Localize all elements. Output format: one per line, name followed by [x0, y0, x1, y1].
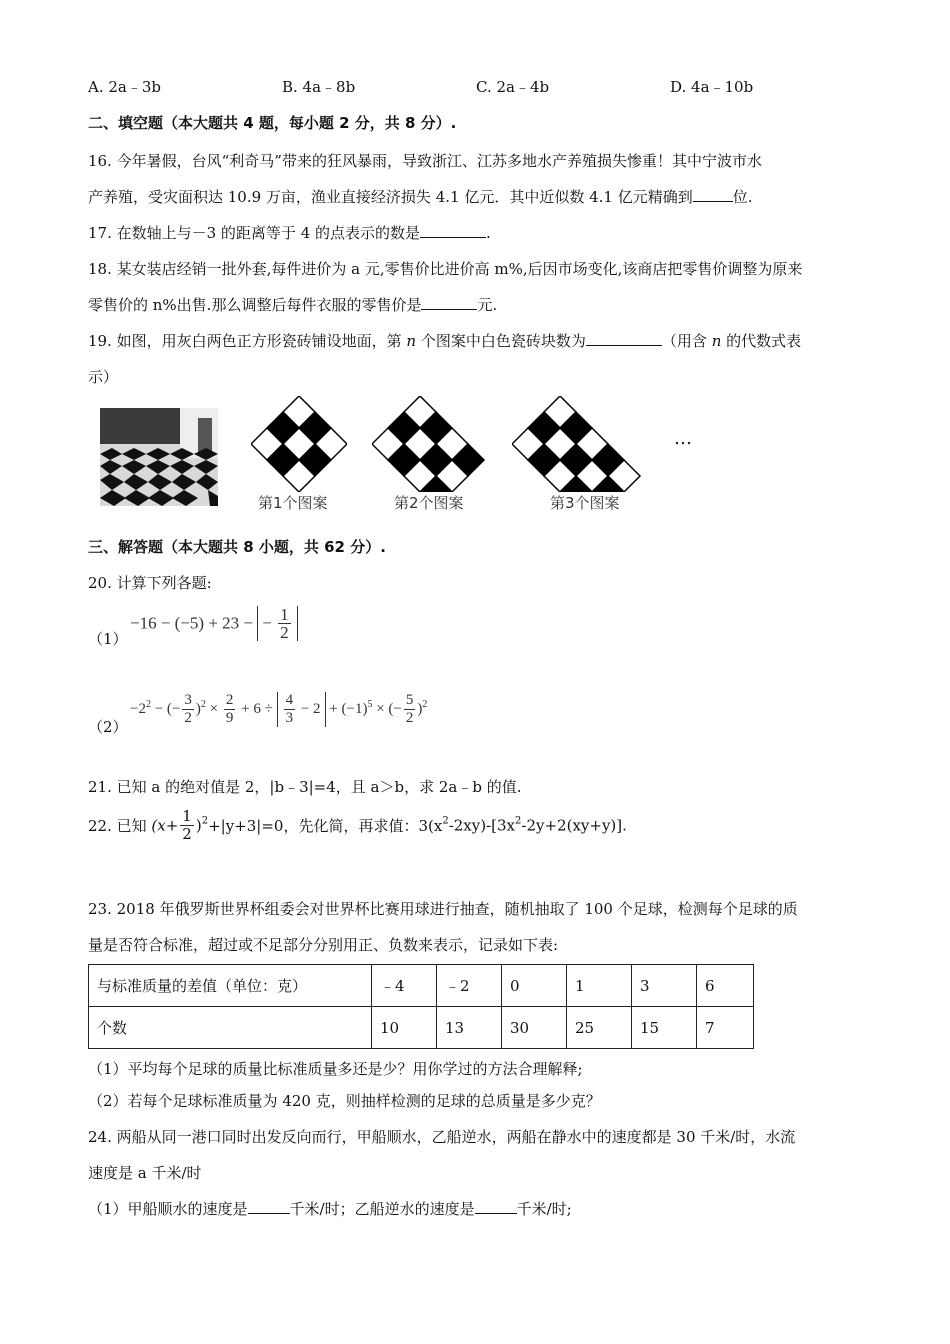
- answer-blank: [693, 187, 733, 202]
- pattern-3: [512, 396, 666, 492]
- numerator: 4: [285, 692, 294, 708]
- q21: 21. 已知 a 的绝对值是 2，|b﹣3|=4，且 a＞b，求 2a﹣b 的值.: [88, 778, 522, 796]
- fraction: [182, 692, 194, 727]
- ellipsis: …: [674, 428, 692, 449]
- table-cell: 3: [632, 965, 697, 1007]
- q24-sub1: [88, 1198, 572, 1219]
- q23-sub2: （2）若每个足球标准质量为 420 克，则抽样检测的足球的总质量是多少克？: [88, 1092, 601, 1110]
- q23-line2: 量是否符合标准，超过或不足部分分别用正、负数来表示，记录如下表:: [88, 936, 559, 954]
- fraction: [224, 692, 236, 727]
- q18-line2: [88, 294, 497, 315]
- expr-text: −2: [130, 701, 146, 717]
- q16-line2: [88, 186, 753, 207]
- option-c: C. 2a﹣4b: [476, 78, 550, 96]
- q19-line2: 示）: [88, 368, 119, 386]
- answer-blank: [475, 1199, 517, 1214]
- q22-expr: ): [195, 816, 202, 835]
- denominator: 2: [280, 623, 289, 642]
- exponent: 2: [422, 698, 428, 710]
- numerator: 3: [184, 692, 192, 708]
- q18-text-end: 元.: [477, 296, 498, 314]
- exponent: 2: [515, 815, 522, 827]
- denominator: 2: [182, 825, 192, 843]
- table-cell: 1: [567, 965, 632, 1007]
- table-cell: 0: [502, 965, 567, 1007]
- pattern-1: [251, 396, 347, 492]
- section-3-title: 三、解答题（本大题共 8 小题，共 62 分）.: [88, 538, 386, 556]
- floor-tile-photo: [100, 408, 218, 506]
- q19-line1: [88, 330, 801, 351]
- q18-text: 零售价的 n%出售.那么调整后每件衣服的零售价是: [88, 296, 422, 314]
- exponent: 2: [201, 815, 209, 827]
- caption-pattern-2: 第2个图案: [394, 494, 464, 512]
- q16-text: 产养殖，受灾面积达 10.9 万亩，渔业直接经济损失 4.1 亿元．其中近似数 4.1 亿元精确到: [88, 188, 693, 206]
- q17-text: 17. 在数轴上与－3 的距离等于 4 的点表示的数是: [88, 224, 421, 242]
- q20-part1-expression: [130, 606, 298, 641]
- exponent: 5: [367, 698, 373, 710]
- answer-blank: [420, 223, 486, 238]
- q22-expr: +|y+3|=0，先化简，再求值：3(x: [208, 817, 443, 835]
- table-row: [89, 1007, 754, 1049]
- q22-text: 22. 已知: [88, 817, 147, 835]
- table-cell: ﹣4: [372, 965, 437, 1007]
- denominator: 2: [184, 710, 192, 726]
- table-cell: 10: [372, 1007, 437, 1049]
- answer-blank: [421, 295, 477, 310]
- numerator: 2: [225, 692, 234, 708]
- option-b: B. 4a﹣8b: [282, 78, 356, 96]
- q19-text-3: （用含: [661, 332, 707, 350]
- absolute-value: [277, 692, 326, 727]
- q16-text-end: 位.: [732, 188, 753, 206]
- table-cell: ﹣2: [437, 965, 502, 1007]
- q24-text-3: 千米/时;: [516, 1200, 572, 1218]
- q23-sub1: （1）平均每个足球的质量比标准质量多还是少？用你学过的方法合理解释;: [88, 1060, 583, 1078]
- q24-line2: 速度是 a 千米/时: [88, 1164, 202, 1182]
- table-cell: 25: [567, 1007, 632, 1049]
- q20-part1-label: （1）: [88, 630, 128, 648]
- expr-text: ): [195, 701, 201, 717]
- table-cell: 13: [437, 1007, 502, 1049]
- answer-blank: [248, 1199, 290, 1214]
- table-cell: 15: [632, 1007, 697, 1049]
- fraction: [404, 692, 416, 727]
- numerator: 5: [405, 692, 414, 708]
- q24-text: （1）甲船顺水的速度是: [88, 1200, 248, 1218]
- q19-var-n-2: n: [711, 332, 722, 350]
- pattern-2: [372, 396, 496, 492]
- expr-text: −16 − (−5) + 23 −: [130, 613, 254, 633]
- table-header-cell: 与标准质量的差值（单位：克）: [89, 965, 372, 1007]
- table-cell: 6: [697, 965, 754, 1007]
- q20-title: 20. 计算下列各题:: [88, 574, 212, 592]
- q19-text-4: 的代数式表: [726, 332, 802, 350]
- section-2-title: 二、填空题（本大题共 4 题，每小题 2 分，共 8 分）.: [88, 114, 457, 132]
- q18-line1: 18. 某女装店经销一批外套,每件进价为 a 元,零售价比进价高 m%,后因市场变化,该商店把零售价调整为原来: [88, 260, 803, 278]
- q17-end: .: [486, 224, 491, 242]
- minus-sign: −: [262, 613, 272, 633]
- table-row: [89, 965, 754, 1007]
- fraction: [278, 606, 291, 641]
- numerator: 1: [182, 807, 192, 825]
- denominator: 9: [225, 710, 234, 726]
- expr-text: − 2: [300, 701, 321, 717]
- table-cell: 30: [502, 1007, 567, 1049]
- q19-text-2: 个图案中白色瓷砖块数为: [420, 332, 586, 350]
- option-d: D. 4a﹣10b: [670, 78, 754, 96]
- answer-blank: [586, 331, 662, 346]
- q24-text-2: 千米/时；乙船逆水的速度是: [289, 1200, 475, 1218]
- q20-part2-expression: [130, 692, 427, 727]
- expr-text: ): [417, 701, 423, 717]
- expr-text: + (−1): [329, 701, 368, 717]
- q22-expr: (x+: [151, 816, 179, 835]
- table-header-cell: 个数: [89, 1007, 372, 1049]
- expr-text: − (−: [154, 701, 181, 717]
- denominator: 2: [405, 710, 414, 726]
- q24-line1: 24. 两船从同一港口同时出发反向而行，甲船顺水，乙船逆水，两船在静水中的速度都是 30 千米/时，水流: [88, 1128, 796, 1146]
- q20-part2-label: （2）: [88, 718, 128, 736]
- expr-text: + 6 ÷: [241, 701, 273, 717]
- q22-expr: -2y+2(xy+y)].: [521, 816, 627, 835]
- caption-pattern-1: 第1个图案: [258, 494, 328, 512]
- exponent: 2: [145, 698, 151, 710]
- q22: [88, 808, 627, 843]
- q19-text: 19. 如图，用灰白两色正方形瓷砖铺设地面，第: [88, 332, 402, 350]
- option-a: A. 2a﹣3b: [88, 78, 162, 96]
- data-table: [88, 964, 754, 1049]
- expr-text: × (−: [376, 701, 402, 717]
- exponent: 2: [442, 815, 449, 827]
- numerator: 1: [280, 605, 289, 624]
- table-cell: 7: [697, 1007, 754, 1049]
- absolute-value: [257, 606, 297, 641]
- denominator: 3: [285, 710, 294, 726]
- exponent: 2: [200, 698, 206, 710]
- q16-line1: 16. 今年暑假，台风“利奇马”带来的狂风暴雨，导致浙江、江苏多地水产养殖损失惨重！其中宁波市水: [88, 152, 762, 170]
- q19-var-n: n: [406, 332, 417, 350]
- caption-pattern-3: 第3个图案: [550, 494, 620, 512]
- q23-line1: 23. 2018 年俄罗斯世界杯组委会对世界杯比赛用球进行抽查，随机抽取了 100 个足球，检测每个足球的质: [88, 900, 798, 918]
- q22-expr: -2xy)-[3x: [448, 816, 516, 835]
- fraction: [284, 692, 296, 727]
- expr-text: ×: [209, 701, 219, 717]
- q17: [88, 222, 491, 243]
- fraction: [180, 808, 194, 843]
